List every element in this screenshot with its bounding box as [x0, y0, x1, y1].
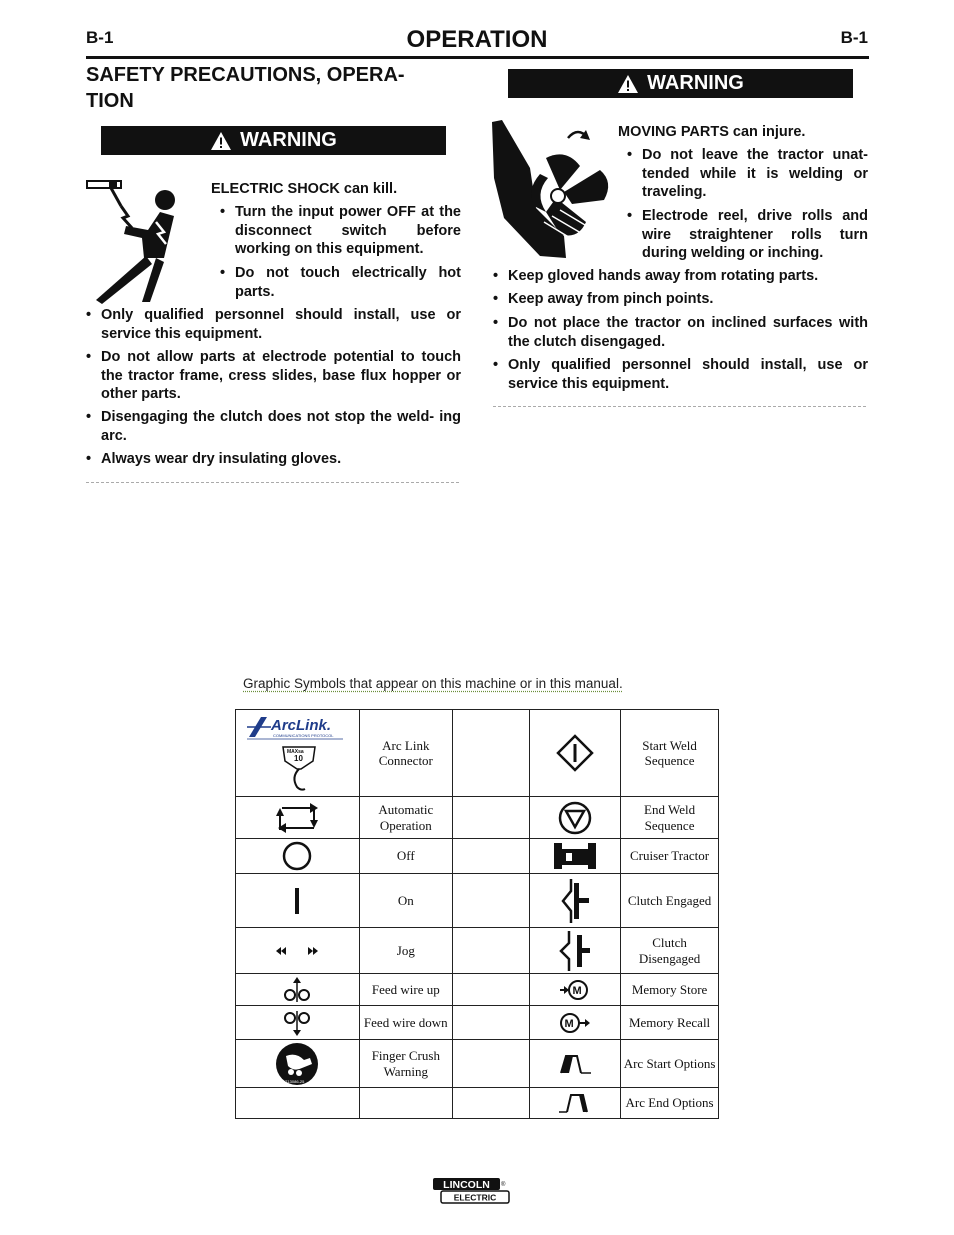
- empty-cell: [452, 874, 530, 928]
- warning-banner-left: [101, 126, 446, 155]
- table-row: [236, 839, 719, 874]
- section-heading: SAFETY PRECAUTIONS, OPERA- TION: [86, 64, 405, 112]
- empty-cell: [452, 1088, 530, 1119]
- table-row: [236, 874, 719, 928]
- empty-cell: [359, 1088, 452, 1119]
- logo-text-bottom: ELECTRIC: [453, 1192, 497, 1203]
- table-row: [236, 974, 719, 1006]
- symbol-label: Clutch Engaged: [621, 874, 719, 928]
- table-row: [236, 1088, 719, 1119]
- symbol-label: Off: [359, 839, 452, 874]
- empty-cell: [452, 797, 530, 839]
- empty-cell: [452, 928, 530, 974]
- symbol-label: Arc Link Connector: [359, 710, 452, 797]
- right-sub-bullet-1: • Do not leave the tractor unat- tended while it is welding or traveling.: [627, 146, 868, 202]
- svg-text:M: M: [572, 984, 582, 997]
- symbol-label: On: [359, 874, 452, 928]
- start-weld-sequence-icon: [530, 710, 621, 797]
- page-number-right: B-1: [840, 28, 868, 47]
- table-row: [236, 1006, 719, 1040]
- off-icon: [236, 839, 360, 874]
- symbol-label: Arc Start Options: [621, 1040, 719, 1088]
- symbol-label: Finger Crush Warning: [359, 1040, 452, 1088]
- empty-cell: [452, 1040, 530, 1088]
- empty-cell: [452, 710, 530, 797]
- warning-banner-right: [508, 69, 853, 98]
- left-bullet-1: • Only qualified personnel should install, use or service this equipment.: [86, 306, 461, 343]
- symbol-label: Start Weld Sequence: [621, 710, 719, 797]
- finger-crush-code: T13086-25: [285, 1078, 305, 1084]
- svg-text:M: M: [564, 1017, 574, 1030]
- page-title: OPERATION: [406, 26, 548, 53]
- empty-cell: [236, 1088, 360, 1119]
- symbol-label: Arc End Options: [621, 1088, 719, 1119]
- moving-parts-hand-icon: [490, 118, 618, 260]
- left-bullet-2: • Do not allow parts at electrode potential to touch the tractor frame, cress slides, base flux hopper or other parts.: [86, 348, 461, 404]
- arc-end-options-icon: [530, 1088, 621, 1119]
- left-sub-bullet-2: • Do not touch electrically hot parts.: [220, 264, 461, 301]
- symbol-label: Cruiser Tractor: [621, 839, 719, 874]
- logo-registered-mark: ®: [501, 1182, 506, 1188]
- symbol-label: Feed wire up: [359, 974, 452, 1006]
- symbol-label: Jog: [359, 928, 452, 974]
- maxsa-badge-number: 10: [294, 754, 304, 763]
- empty-cell: [452, 974, 530, 1006]
- automatic-operation-icon: [236, 797, 360, 839]
- table-row: [236, 797, 719, 839]
- right-dashed-rule: [493, 406, 866, 407]
- jog-icon: [236, 928, 360, 974]
- arc-start-options-icon: [530, 1040, 621, 1088]
- left-dashed-rule: [86, 482, 459, 483]
- page-number-left: B-1: [86, 28, 114, 47]
- right-sub-bullet-2: • Electrode reel, drive rolls and wire straightener rolls turn during welding or inching.: [627, 207, 868, 263]
- empty-cell: [452, 839, 530, 874]
- logo-text-top: LINCOLN: [443, 1179, 490, 1191]
- warning-triangle-icon: [210, 131, 232, 151]
- symbol-label: Feed wire down: [359, 1006, 452, 1040]
- table-row: [236, 710, 719, 797]
- symbol-label: Memory Recall: [621, 1006, 719, 1040]
- symbol-label: Clutch Disengaged: [621, 928, 719, 974]
- cruiser-tractor-icon: [530, 839, 621, 874]
- finger-crush-warning-icon: [236, 1040, 360, 1088]
- empty-cell: [452, 1006, 530, 1040]
- feed-wire-down-icon: [236, 1006, 360, 1040]
- symbol-label: End Weld Sequence: [621, 797, 719, 839]
- memory-recall-icon: [530, 1006, 621, 1040]
- table-row: [236, 928, 719, 974]
- arclink-logo-tagline: COMMUNICATIONS PROTOCOL: [273, 733, 334, 738]
- feed-wire-up-icon: [236, 974, 360, 1006]
- end-weld-sequence-icon: [530, 797, 621, 839]
- electric-shock-icon: [84, 178, 190, 304]
- memory-store-icon: [530, 974, 621, 1006]
- warning-banner-label: WARNING: [647, 72, 744, 94]
- clutch-engaged-icon: [530, 874, 621, 928]
- arclink-logo-text: ArcLink.: [271, 717, 332, 734]
- right-bullet-4: • Only qualified personnel should install, use or service this equipment.: [493, 356, 868, 393]
- symbol-label: Memory Store: [621, 974, 719, 1006]
- clutch-disengaged-icon: [530, 928, 621, 974]
- maxsa-badge-label: MAXsa: [287, 749, 305, 755]
- electric-shock-title: ELECTRIC SHOCK can kill.: [211, 181, 398, 197]
- lincoln-electric-logo: [432, 1177, 510, 1205]
- left-bullet-4: • Always wear dry insulating gloves.: [86, 450, 461, 469]
- right-bullet-1: • Keep gloved hands away from rotating parts.: [493, 267, 868, 286]
- left-sub-bullet-1: • Turn the input power OFF at the disconnect switch before working on this equipment.: [220, 203, 461, 259]
- on-icon: [236, 874, 360, 928]
- arclink-connector-icon: [236, 710, 360, 797]
- table-row: [236, 1040, 719, 1088]
- warning-triangle-icon: [617, 74, 639, 94]
- right-bullet-3: • Do not place the tractor on inclined surfaces with the clutch disengaged.: [493, 314, 868, 351]
- left-bullet-3: • Disengaging the clutch does not stop the weld- ing arc.: [86, 408, 461, 445]
- right-bullet-2: • Keep away from pinch points.: [493, 290, 868, 309]
- warning-banner-label: WARNING: [240, 129, 337, 151]
- moving-parts-title: MOVING PARTS can injure.: [618, 124, 806, 140]
- graphic-symbols-table: [235, 709, 719, 1119]
- header-rule: [86, 56, 869, 59]
- symbols-caption: Graphic Symbols that appear on this machine or in this manual.: [243, 676, 623, 691]
- symbol-label: Automatic Operation: [359, 797, 452, 839]
